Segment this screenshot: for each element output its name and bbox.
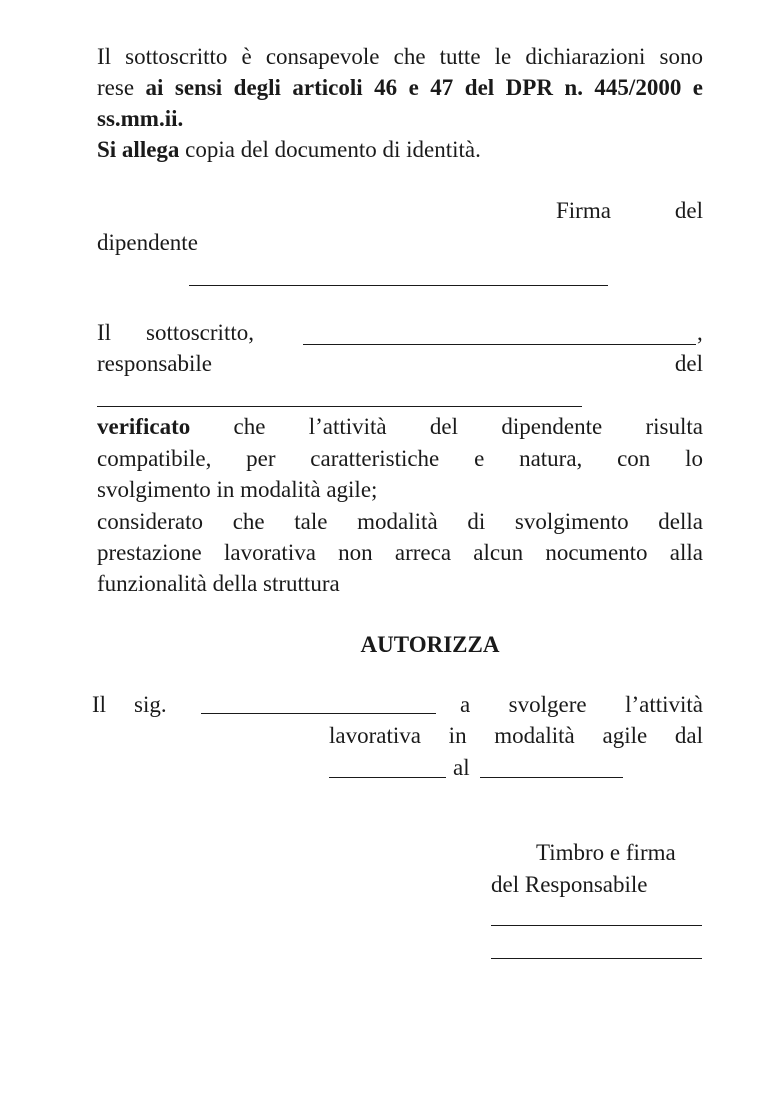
authorization-sig: sig. (134, 692, 167, 717)
employee-signature-label: Firma del (556, 198, 703, 223)
end-date-field[interactable] (480, 777, 623, 778)
declaration-line-4: Si allega copia del documento di identità. (97, 137, 481, 162)
stamp-label-2: del Responsabile (491, 872, 648, 897)
declaration-line-1: Il sottoscritto è consapevole che tutte le dichiarazioni sono (97, 44, 703, 69)
verification-line-1: verificato che l’attività del dipendente risulta (97, 414, 703, 439)
authorization-heading: AUTORIZZA (360, 632, 500, 657)
authorization-line-1-rest: a svolgere l’attività (460, 692, 703, 717)
manager-role-line: responsabile del (97, 351, 703, 376)
verification-line-2: compatibile, per caratteristiche e natura, con lo (97, 446, 703, 471)
authorization-il: Il (92, 692, 107, 717)
declaration-line-3: ss.mm.ii. (97, 106, 184, 131)
declaration-line-2: rese ai sensi degli articoli 46 e 47 del DPR n. 445/2000 e (97, 75, 704, 100)
manager-comma: , (697, 320, 703, 345)
authorization-al: al (453, 755, 470, 780)
manager-sottoscritto: sottoscritto, (146, 320, 254, 345)
employee-signature-label-2: dipendente (97, 230, 198, 255)
authorization-line-2: lavorativa in modalità agile dal (329, 723, 703, 748)
responsible-signature-line-2[interactable] (491, 958, 702, 959)
start-date-field[interactable] (329, 777, 446, 778)
considering-line-1: considerato che tale modalità di svolgimento della (97, 509, 703, 534)
employee-name-field[interactable] (201, 713, 436, 714)
legal-reference: ai sensi degli articoli 46 e 47 del DPR n. 445/2000 e (145, 75, 704, 100)
manager-department-field[interactable] (97, 406, 582, 407)
employee-signature-line (189, 285, 608, 286)
manager-name-field[interactable] (303, 344, 696, 345)
responsible-signature-line-1[interactable] (491, 925, 702, 926)
verification-line-3: svolgimento in modalità agile; (97, 477, 378, 502)
stamp-label-1: Timbro e firma (536, 840, 676, 865)
considering-line-3: funzionalità della struttura (97, 571, 340, 596)
manager-il: Il (97, 320, 112, 345)
considering-line-2: prestazione lavorativa non arreca alcun nocumento alla (97, 540, 703, 565)
